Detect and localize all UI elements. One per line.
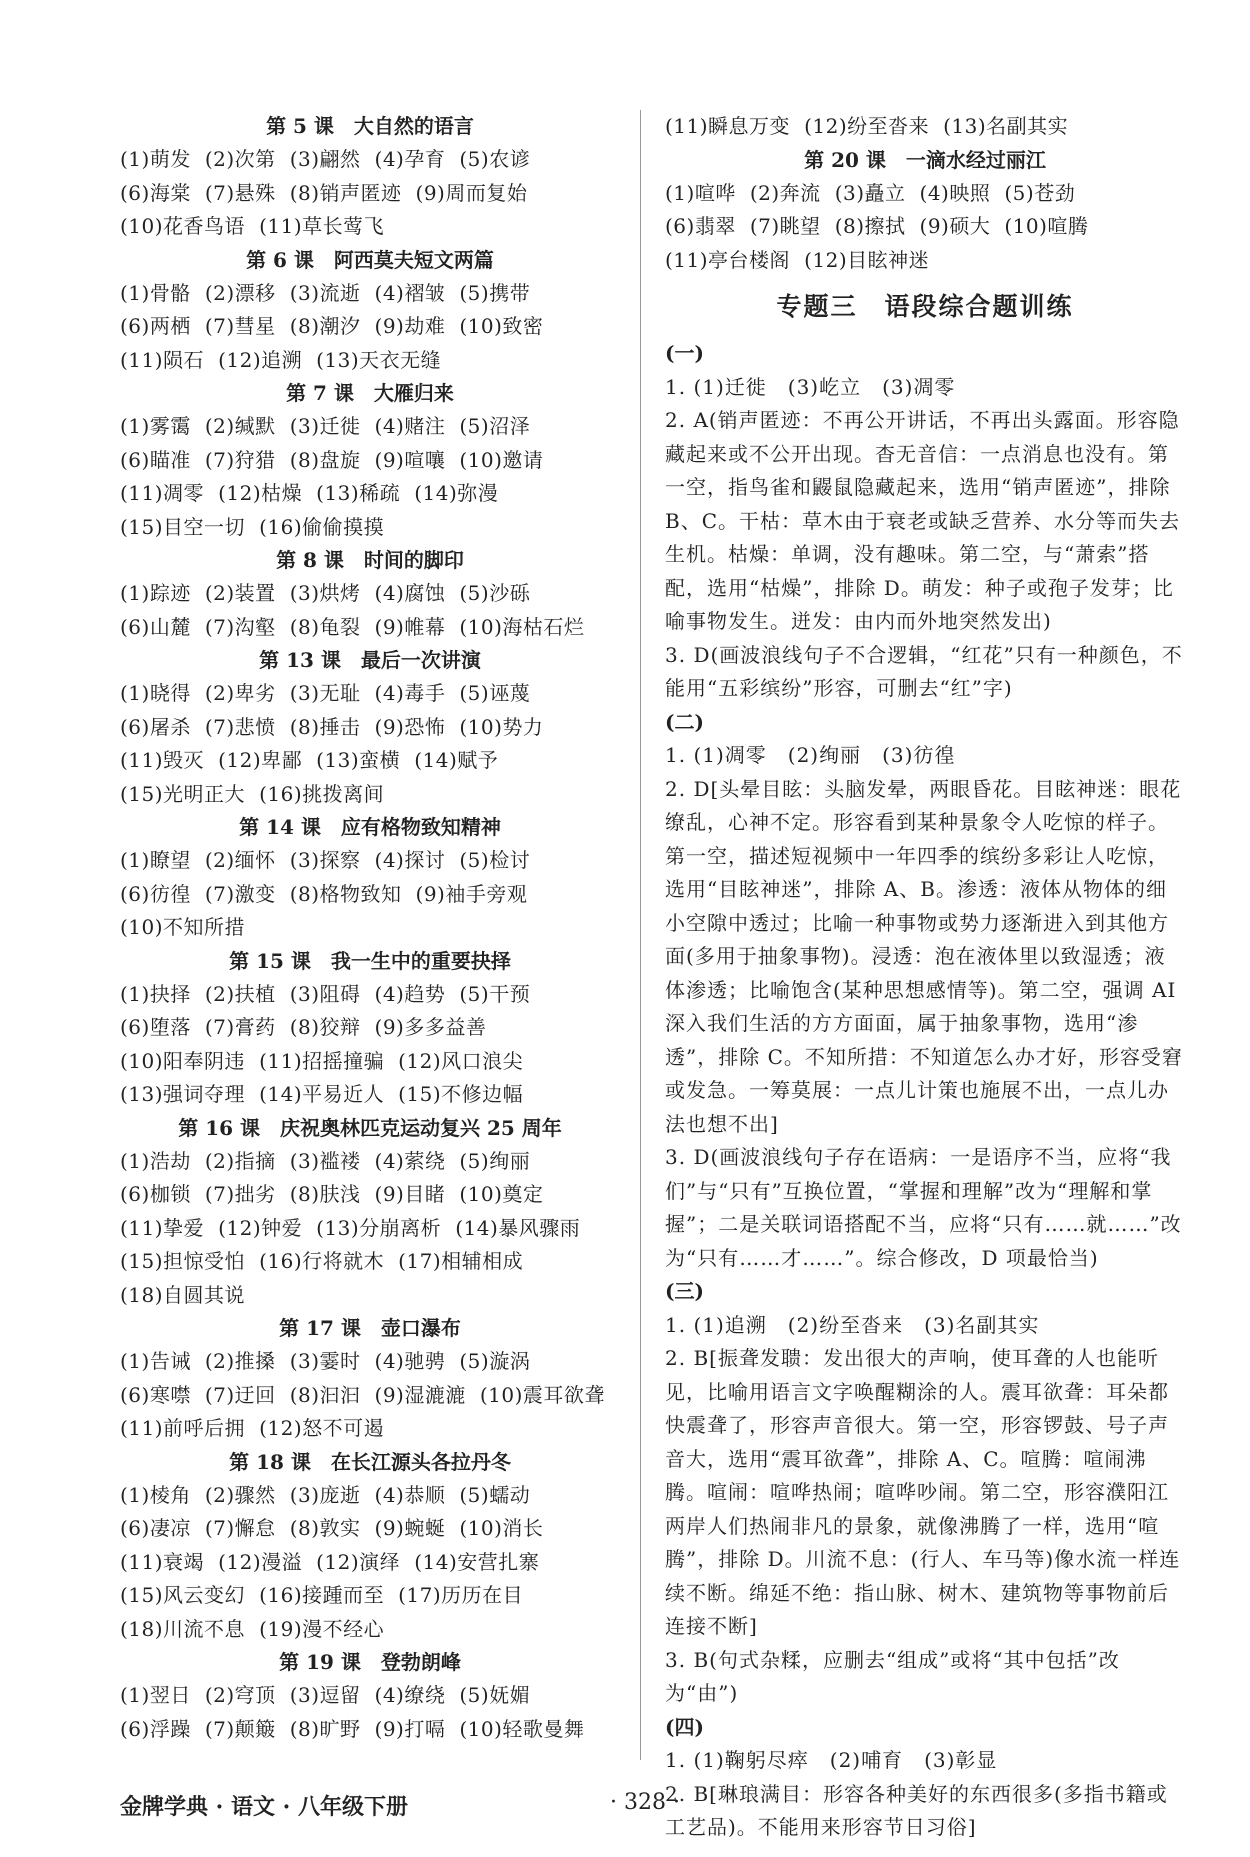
vocab-line xyxy=(120,1546,620,1580)
vocab-item: (13)蛮横 xyxy=(316,748,401,772)
column-divider xyxy=(640,110,641,1760)
vocab-item: (7)狩猎 xyxy=(204,447,276,472)
vocab-item: (2)推搡 xyxy=(204,1349,276,1373)
lesson-heading: 第 17 课 壶口瀑布 xyxy=(279,1316,461,1340)
vocab-line xyxy=(120,1245,620,1279)
vocab-item: (7)悬殊 xyxy=(204,180,276,205)
vocab-line xyxy=(120,1011,620,1045)
vocab-item: (9)劫难 xyxy=(374,314,446,338)
vocab-line xyxy=(120,1579,620,1613)
vocab-item: (12)枯燥 xyxy=(218,481,303,505)
vocab-line xyxy=(120,1045,620,1079)
vocab-line xyxy=(120,210,620,244)
vocab-item: (2)奔流 xyxy=(749,180,821,205)
vocab-item: (12)纷至沓来 xyxy=(804,114,930,138)
vocab-item: (11)瞬息万变 xyxy=(665,114,791,138)
vocab-item: (3)无耻 xyxy=(289,681,361,705)
answer-4-1: 1. (1)鞠躬尽瘁 (2)哺育 (3)彰显 xyxy=(665,1748,998,1772)
vocab-item: (10)阳奉阴违 xyxy=(120,1048,246,1073)
vocab-item: (8)敦实 xyxy=(289,1516,361,1540)
vocab-item: (7)颠簸 xyxy=(204,1716,276,1741)
vocab-item: (4)孕育 xyxy=(374,147,446,171)
vocab-item: (4)腐蚀 xyxy=(374,581,446,605)
vocab-item: (1)抉择 xyxy=(120,981,191,1006)
vocab-item: (5)绚丽 xyxy=(459,1148,531,1173)
vocab-item: (3)迁徙 xyxy=(289,414,361,438)
vocab-item: (6)两栖 xyxy=(120,314,191,338)
vocab-line xyxy=(120,1613,620,1647)
vocab-line xyxy=(120,344,620,378)
vocab-line xyxy=(120,1512,620,1546)
vocab-item: (4)萦绕 xyxy=(374,1148,446,1173)
vocab-item: (18)自圆其说 xyxy=(120,1282,246,1307)
vocab-item: (9)周而复始 xyxy=(415,180,528,205)
vocab-item: (4)探讨 xyxy=(374,848,446,872)
answer-1-2: 2. A(销声匿迹：不再公开讲话，不再出头露面。形容隐藏起来或不公开出现。杳无音信：一点消息也没有。第一空，指鸟雀和鼹鼠隐藏起来，选用“销声匿迹”，排除 B、C。干枯：草木由于衰老或缺乏营养、水分等而失去生机。枯燥：单调，没有趣味。第二空，与“萧索”搭配，选用“枯燥”，排除 D。萌发：种子或孢子发芽；比喻事物发生。迸发：由内而外地突然发出) xyxy=(665,408,1180,633)
vocab-item: (5)蠕动 xyxy=(459,1482,531,1507)
vocab-item: (5)沼泽 xyxy=(459,414,531,438)
vocab-item: (3)烘烤 xyxy=(289,581,361,605)
vocab-item: (8)潮汐 xyxy=(289,314,361,338)
vocab-item: (12)追溯 xyxy=(218,347,303,372)
vocab-item: (17)历历在目 xyxy=(398,1583,524,1607)
vocab-item: (12)钟爱 xyxy=(218,1215,303,1240)
answer-2-3: 3. D(画波浪线句子存在语病：一是语序不当，应将“我们”与“只有”互换位置，“掌握和理解”改为“理解和掌握”；二是关联词语搭配不当，应将“只有……就……”改为“只有……才……”。综合修改，D 项最恰当) xyxy=(665,1145,1182,1270)
vocab-item: (10)花香鸟语 xyxy=(120,214,246,238)
vocab-item: (9)多多益善 xyxy=(374,1015,487,1039)
vocab-item: (5)沙砾 xyxy=(459,581,531,605)
vocab-item: (1)晓得 xyxy=(120,681,191,705)
vocab-line xyxy=(120,177,620,211)
vocab-item: (15)担惊受怕 xyxy=(120,1249,246,1273)
vocab-line xyxy=(120,778,620,812)
vocab-item: (1)翌日 xyxy=(120,1683,191,1707)
vocab-item: (5)妩媚 xyxy=(459,1683,531,1707)
vocab-item: (10)不知所措 xyxy=(120,915,246,939)
part-label-3: (三) xyxy=(665,1279,704,1303)
right-column xyxy=(665,110,1185,1845)
vocab-line xyxy=(120,444,620,478)
vocab-item: (13)名副其实 xyxy=(943,114,1069,138)
vocab-item: (1)骨骼 xyxy=(120,280,191,305)
vocab-item: (4)恭顺 xyxy=(374,1482,446,1507)
vocab-item: (6)凄凉 xyxy=(120,1516,191,1540)
vocab-item: (5)漩涡 xyxy=(459,1349,531,1373)
vocab-line xyxy=(120,1145,620,1179)
vocab-item: (14)暴风骤雨 xyxy=(455,1215,581,1240)
vocab-line xyxy=(120,978,620,1012)
vocab-item: (8)销声匿迹 xyxy=(289,180,402,205)
vocab-item: (6)山麓 xyxy=(120,614,191,639)
vocab-item: (11)挚爱 xyxy=(120,1215,205,1240)
vocab-item: (11)衰竭 xyxy=(120,1549,205,1574)
vocab-item: (1)告诫 xyxy=(120,1349,191,1373)
vocab-item: (11)毁灭 xyxy=(120,748,205,772)
vocab-item: (10)轻歌曼舞 xyxy=(459,1716,585,1741)
vocab-item: (11)前呼后拥 xyxy=(120,1416,246,1440)
vocab-line xyxy=(120,577,620,611)
vocab-item: (8)狡辩 xyxy=(289,1015,361,1039)
vocab-item: (2)次第 xyxy=(204,147,276,171)
lesson-heading: 第 18 课 在长江源头各拉丹冬 xyxy=(229,1449,511,1474)
vocab-item: (15)目空一切 xyxy=(120,514,246,539)
vocab-item: (9)打嗝 xyxy=(374,1716,446,1741)
vocab-item: (6)海棠 xyxy=(120,180,191,205)
vocab-item: (19)漫不经心 xyxy=(259,1616,385,1641)
vocab-item: (2)穹顶 xyxy=(204,1683,276,1707)
vocab-item: (16)接踵而至 xyxy=(259,1583,385,1607)
vocab-item: (2)装置 xyxy=(204,581,276,605)
vocab-line xyxy=(120,143,620,177)
vocab-line xyxy=(665,210,1185,244)
vocab-item: (3)褴褛 xyxy=(289,1148,361,1173)
vocab-item: (6)屠杀 xyxy=(120,714,191,739)
part-label-1: (一) xyxy=(665,341,704,365)
vocab-item: (13)天衣无缝 xyxy=(316,347,442,372)
vocab-item: (1)雾霭 xyxy=(120,414,191,438)
lesson-heading: 第 14 课 应有格物致知精神 xyxy=(239,815,501,839)
vocab-line xyxy=(120,410,620,444)
vocab-item: (15)不修边幅 xyxy=(398,1082,524,1106)
answer-2-2: 2. D[头晕目眩：头脑发晕，两眼昏花。目眩神迷：眼花缭乱，心神不定。形容看到某种景象令人吃惊的样子。第一空，描述短视频中一年四季的缤纷多彩让人吃惊，选用“目眩神迷”，排除 A、B。渗透：液体从物体的细小空隙中透过；比喻一种事物或势力逐渐进入到其他方面(多用于抽象事物)。浸透：泡在液体里以致湿透；液体渗透；比喻饱含(某种思想感情等)。第二空，强调 AI 深入我们生活的方方面面，属于抽象事物，选用“渗透”，排除 C。不知所措：不知道怎么办才好，形容受窘或发急。一筹莫展：一点儿计策也施展不出，一点儿办法也想不出] xyxy=(665,776,1183,1136)
vocab-item: (7)彗星 xyxy=(204,314,276,338)
book-title: 金牌学典 · 语文 · 八年级下册 xyxy=(120,1794,408,1820)
vocab-item: (10)消长 xyxy=(459,1516,544,1540)
vocab-item: (16)行将就木 xyxy=(259,1249,385,1273)
vocab-item: (1)瞭望 xyxy=(120,848,191,872)
vocab-item: (14)赋予 xyxy=(414,748,499,772)
vocab-item: (3)探察 xyxy=(289,848,361,872)
vocab-item: (3)流逝 xyxy=(289,280,361,305)
vocab-item: (9)蜿蜒 xyxy=(374,1516,446,1540)
vocab-item: (7)迂回 xyxy=(204,1382,276,1407)
page-number: · 328 · xyxy=(610,1790,680,1815)
vocab-item: (18)川流不息 xyxy=(120,1616,246,1641)
vocab-item: (6)瞄准 xyxy=(120,447,191,472)
vocab-item: (3)霎时 xyxy=(289,1349,361,1373)
vocab-item: (10)奠定 xyxy=(459,1182,544,1206)
answer-3-3: 3. B(句式杂糅，应删去“组成”或将“其中包括”改为“由”) xyxy=(665,1647,1120,1705)
vocab-item: (13)强词夺理 xyxy=(120,1082,246,1106)
vocab-item: (5)干预 xyxy=(459,981,531,1006)
vocab-line xyxy=(120,277,620,311)
vocab-item: (13)稀疏 xyxy=(316,481,401,505)
vocab-item: (8)格物致知 xyxy=(289,881,402,906)
vocab-item: (2)骤然 xyxy=(204,1482,276,1507)
vocab-item: (1)踪迹 xyxy=(120,581,191,605)
answer-1-1: 1. (1)迁徙 (3)屹立 (3)凋零 xyxy=(665,374,956,399)
vocab-item: (12)漫溢 xyxy=(218,1549,303,1574)
vocab-line xyxy=(120,1212,620,1246)
vocab-item: (11)凋零 xyxy=(120,481,205,505)
vocab-line xyxy=(120,310,620,344)
vocab-line xyxy=(120,477,620,511)
vocab-item: (4)赌注 xyxy=(374,414,446,438)
vocab-item: (4)趋势 xyxy=(374,981,446,1006)
vocab-item: (6)堕落 xyxy=(120,1015,191,1039)
vocab-line xyxy=(120,844,620,878)
vocab-line xyxy=(120,511,620,545)
vocab-item: (3)逗留 xyxy=(289,1683,361,1707)
vocab-item: (2)扶植 xyxy=(204,981,276,1006)
vocab-item: (8)盘旋 xyxy=(289,447,361,472)
vocab-item: (2)漂移 xyxy=(204,280,276,305)
vocab-item: (3)矗立 xyxy=(834,180,906,205)
vocab-item: (1)棱角 xyxy=(120,1482,191,1507)
vocab-item: (8)肤浅 xyxy=(289,1182,361,1206)
vocab-line xyxy=(120,1479,620,1513)
vocab-line xyxy=(120,1078,620,1112)
vocab-item: (5)农谚 xyxy=(459,147,531,171)
vocab-item: (1)浩劫 xyxy=(120,1148,191,1173)
vocab-item: (13)分崩离析 xyxy=(316,1215,442,1240)
vocab-item: (10)海枯石烂 xyxy=(459,614,585,639)
vocab-item: (16)偷偷摸摸 xyxy=(259,514,385,539)
vocab-item: (7)沟壑 xyxy=(204,614,276,639)
vocab-item: (17)相辅相成 xyxy=(398,1249,524,1273)
vocab-item: (9)目睹 xyxy=(374,1182,446,1206)
vocab-item: (8)龟裂 xyxy=(289,614,361,639)
vocab-item: (1)喧哗 xyxy=(665,180,736,205)
vocab-item: (1)萌发 xyxy=(120,147,191,171)
vocab-line xyxy=(120,1345,620,1379)
lesson-heading: 第 20 课 一滴水经过丽江 xyxy=(804,147,1046,172)
vocab-line xyxy=(120,711,620,745)
vocab-item: (11)招摇撞骗 xyxy=(259,1048,385,1073)
answer-1-3: 3. D(画波浪线句子不合逻辑，“红花”只有一种颜色，不能用“五彩缤纷”形容，可删去“红”字) xyxy=(665,642,1183,700)
vocab-line xyxy=(120,744,620,778)
vocab-item: (6)翡翠 xyxy=(665,214,736,238)
answer-3-1: 1. (1)追溯 (2)纷至沓来 (3)名副其实 xyxy=(665,1312,1040,1337)
lesson-heading: 第 16 课 庆祝奥林匹克运动复兴 25 周年 xyxy=(178,1115,562,1140)
vocab-item: (7)膏药 xyxy=(204,1015,276,1039)
vocab-item: (8)擦拭 xyxy=(834,214,906,238)
vocab-item: (12)怒不可遏 xyxy=(259,1416,385,1440)
vocab-line xyxy=(120,878,620,912)
vocab-item: (7)激变 xyxy=(204,881,276,906)
right-top-list xyxy=(665,110,1185,277)
vocab-line xyxy=(120,1679,620,1713)
vocab-item: (9)湿漉漉 xyxy=(374,1382,466,1407)
vocab-item: (8)汩汩 xyxy=(289,1382,361,1407)
vocab-item: (7)眺望 xyxy=(749,214,821,238)
vocab-line xyxy=(120,911,620,945)
vocab-item: (5)诬蔑 xyxy=(459,681,531,705)
vocab-item: (12)目眩神迷 xyxy=(804,247,930,272)
vocab-item: (2)缄默 xyxy=(204,414,276,438)
vocab-line xyxy=(120,1412,620,1446)
vocab-item: (2)卑劣 xyxy=(204,681,276,705)
vocab-item: (15)风云变幻 xyxy=(120,1583,246,1607)
vocab-item: (11)亭台楼阁 xyxy=(665,247,791,272)
vocab-item: (9)帷幕 xyxy=(374,614,446,639)
lesson-heading: 第 7 课 大雁归来 xyxy=(286,381,454,405)
vocab-item: (4)驰骋 xyxy=(374,1349,446,1373)
section-title: 专题三 语段综合题训练 xyxy=(776,292,1074,321)
vocab-item: (4)映照 xyxy=(919,180,991,205)
vocab-item: (8)捶击 xyxy=(289,714,361,739)
vocab-item: (9)袖手旁观 xyxy=(415,881,528,906)
vocab-item: (6)浮躁 xyxy=(120,1716,191,1741)
lesson-heading: 第 15 课 我一生中的重要抉择 xyxy=(229,948,511,973)
vocab-item: (3)阻碍 xyxy=(289,981,361,1006)
vocab-item: (6)彷徨 xyxy=(120,881,191,906)
vocab-item: (9)恐怖 xyxy=(374,714,446,739)
vocab-line xyxy=(665,244,1185,278)
answer-2-1: 1. (1)凋零 (2)绚丽 (3)彷徨 xyxy=(665,743,956,767)
vocab-item: (2)缅怀 xyxy=(204,848,276,872)
vocab-item: (7)悲愤 xyxy=(204,714,276,739)
vocab-item: (5)携带 xyxy=(459,280,531,305)
vocab-item: (6)枷锁 xyxy=(120,1182,191,1206)
vocab-item: (5)苍劲 xyxy=(1004,180,1076,205)
vocab-item: (4)缭绕 xyxy=(374,1683,446,1707)
vocab-line xyxy=(665,177,1185,211)
vocab-line xyxy=(120,1713,620,1747)
vocab-item: (15)光明正大 xyxy=(120,781,246,806)
vocab-line xyxy=(120,677,620,711)
vocab-item: (14)安营扎寨 xyxy=(414,1549,540,1574)
vocab-item: (3)翩然 xyxy=(289,147,361,171)
answer-3-2: 2. B[振聋发聩：发出很大的声响，使耳聋的人也能听见，比喻用语言文字唤醒糊涂的人。震耳欲聋：耳朵都快震聋了，形容声音很大。第一空，形容锣鼓、号子声音大，选用“震耳欲聋”，排除 A、C。喧腾：喧闹沸腾。喧闹：喧哗热闹；喧哗吵闹。第二空，形容濮阳江两岸人们热闹非凡的景象，就像沸腾了一样，选用“喧腾”，排除 D。川流不息：(行人、车马等)像水流一样连续不断。绵延不绝：指山脉、树木、建筑物等事物前后连接不断] xyxy=(665,1346,1181,1638)
part-label-4: (四) xyxy=(665,1714,704,1739)
vocab-item: (10)震耳欲聋 xyxy=(479,1382,605,1407)
lesson-heading: 第 19 课 登勃朗峰 xyxy=(279,1650,461,1674)
lesson-heading: 第 13 课 最后一次讲演 xyxy=(259,648,481,672)
answer-4-2: 2. B[琳琅满目：形容各种美好的东西很多(多指书籍或工艺品)。不能用来形容节日习俗] xyxy=(665,1781,1168,1839)
vocab-item: (10)致密 xyxy=(459,314,544,338)
vocab-item: (12)演绎 xyxy=(316,1549,401,1574)
vocab-item: (2)指摘 xyxy=(204,1148,276,1173)
vocab-item: (6)寒噤 xyxy=(120,1382,191,1407)
vocab-item: (4)褶皱 xyxy=(374,280,446,305)
vocab-item: (10)邀请 xyxy=(459,447,544,472)
vocab-item: (12)风口浪尖 xyxy=(398,1048,524,1073)
left-column xyxy=(120,110,620,1746)
vocab-line xyxy=(120,1279,620,1313)
part-label-2: (二) xyxy=(665,709,704,734)
vocab-item: (5)检讨 xyxy=(459,848,531,872)
lesson-heading: 第 5 课 大自然的语言 xyxy=(266,114,474,138)
vocab-line xyxy=(665,110,1185,144)
vocab-item: (3)庞逝 xyxy=(289,1482,361,1507)
vocab-item: (16)挑拨离间 xyxy=(259,781,385,806)
vocab-item: (14)平易近人 xyxy=(259,1082,385,1106)
vocab-item: (11)草长莺飞 xyxy=(259,214,385,238)
vocab-item: (8)旷野 xyxy=(289,1716,361,1741)
vocab-item: (4)毒手 xyxy=(374,681,446,705)
vocab-item: (12)卑鄙 xyxy=(218,748,303,772)
vocab-item: (9)硕大 xyxy=(919,214,991,238)
vocab-line xyxy=(120,1379,620,1413)
vocab-item: (9)喧嚷 xyxy=(374,447,446,472)
lesson-heading: 第 6 课 阿西莫夫短文两篇 xyxy=(246,247,494,272)
vocab-item: (7)懈怠 xyxy=(204,1516,276,1540)
vocab-item: (10)势力 xyxy=(459,714,544,739)
lesson-heading: 第 8 课 时间的脚印 xyxy=(276,548,464,572)
vocab-item: (11)陨石 xyxy=(120,347,205,372)
vocab-line xyxy=(120,1178,620,1212)
vocab-line xyxy=(120,611,620,645)
vocab-item: (10)喧腾 xyxy=(1004,214,1089,238)
vocab-item: (14)弥漫 xyxy=(414,481,499,505)
vocab-item: (7)拙劣 xyxy=(204,1182,276,1206)
